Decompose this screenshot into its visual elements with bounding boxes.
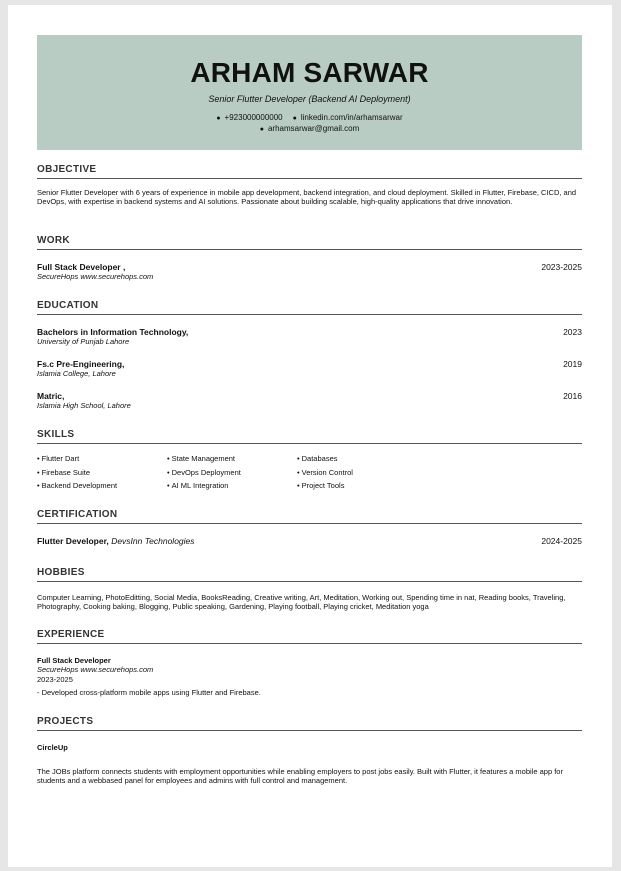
- experience-company: SecureHops www.securehops.com: [37, 665, 154, 674]
- skill-item: • Version Control: [297, 468, 427, 478]
- certification-title: [37, 536, 582, 546]
- section-title: WORK: [37, 235, 582, 250]
- bullet-icon: ●: [259, 126, 264, 133]
- linkedin-link[interactable]: linkedin.com/in/arhamsarwar: [300, 113, 403, 122]
- skill-item: • Databases: [297, 454, 427, 464]
- section-title: EDUCATION: [37, 300, 582, 315]
- skill-item: • Firebase Suite: [37, 468, 167, 478]
- experience-bullet: - Developed cross-platform mobile apps using Flutter and Firebase.: [37, 688, 261, 697]
- section-title: SKILLS: [37, 429, 582, 444]
- education-entry: [37, 391, 582, 410]
- school-name: Islamia College, Lahore: [37, 369, 116, 378]
- section-title: EXPERIENCE: [37, 629, 582, 644]
- school-name: University of Punjab Lahore: [37, 337, 130, 346]
- education-section: [37, 300, 582, 410]
- projects-section: [37, 716, 582, 785]
- skills-section: [37, 429, 582, 491]
- resume-page: [8, 5, 612, 867]
- section-title: CERTIFICATION: [37, 509, 582, 524]
- education-entry: [37, 359, 582, 378]
- section-title: OBJECTIVE: [37, 164, 582, 179]
- education-year: 2023: [563, 327, 582, 337]
- objective-text: Senior Flutter Developer with 6 years of experience in mobile app development, backend integration, and cloud deployment. Skilled in Flutter, Firebase, CICD, and DevOps, with expertise in backend systems and AI solutions. Passionate about building scalable, high-quality applications that drive innovation.: [37, 188, 577, 206]
- skill-item: • State Management: [167, 454, 297, 464]
- bullet-icon: ●: [216, 115, 221, 122]
- project-description: The JOBs platform connects students with employment opportunities while enabling employers to post jobs easily. Built with Flutter, it features a mobile app for students and a webbased panel for employees and admins with full control and management.: [37, 767, 563, 785]
- work-entry: [37, 262, 582, 281]
- degree-name: Bachelors in Information Technology,: [37, 327, 189, 337]
- education-year: 2019: [563, 359, 582, 369]
- skill-item: • Project Tools: [297, 481, 427, 491]
- skills-grid: [37, 454, 582, 491]
- hobbies-section: [37, 567, 582, 611]
- skill-item: • DevOps Deployment: [167, 468, 297, 478]
- work-section: [37, 235, 582, 281]
- project-name: CircleUp: [37, 743, 68, 752]
- degree-name: Matric,: [37, 391, 65, 401]
- objective-section: [37, 164, 582, 206]
- contact-row: [37, 113, 582, 124]
- certification-institution: DevsInn Technologies: [111, 536, 195, 546]
- skill-item: • Flutter Dart: [37, 454, 167, 464]
- experience-dates: 2023-2025: [37, 675, 73, 684]
- hobbies-text: Computer Learning, PhotoEditting, Social Media, BooksReading, Creative writing, Art, Meditation, Working out, Spending time in nat, Reading books, Traveling, Photography, Cooking baking, Blogging, Public speaking, Gardening, Playing football, Playing cricket, Meditation yoga: [37, 593, 566, 611]
- candidate-role: Senior Flutter Developer (Backend AI Deployment): [208, 94, 411, 104]
- resume-header: [37, 35, 582, 150]
- email-link[interactable]: arhamsarwar@gmail.com: [267, 124, 360, 133]
- school-name: Islamia High School, Lahore: [37, 401, 131, 410]
- education-entry: [37, 327, 582, 346]
- certification-name: Flutter Developer,: [37, 536, 109, 546]
- degree-name: Fs.c Pre-Engineering,: [37, 359, 125, 369]
- job-title: Full Stack Developer ,: [37, 262, 126, 272]
- phone-number: +923000000000: [224, 113, 283, 122]
- education-year: 2016: [563, 391, 582, 401]
- job-dates: 2023-2025: [541, 262, 582, 272]
- section-title: HOBBIES: [37, 567, 582, 582]
- skill-item: • AI ML Integration: [167, 481, 297, 491]
- certification-section: [37, 509, 582, 546]
- section-title: PROJECTS: [37, 716, 582, 731]
- experience-section: [37, 629, 582, 698]
- certification-entry: [37, 536, 582, 546]
- candidate-name: ARHAM SARWAR: [190, 57, 429, 88]
- skill-item: • Backend Development: [37, 481, 167, 491]
- bullet-icon: ●: [292, 115, 297, 122]
- company-name: SecureHops www.securehops.com: [37, 272, 154, 281]
- certification-dates: 2024-2025: [541, 536, 582, 546]
- contact-row-email: [37, 124, 582, 135]
- experience-role: Full Stack Developer: [37, 656, 111, 665]
